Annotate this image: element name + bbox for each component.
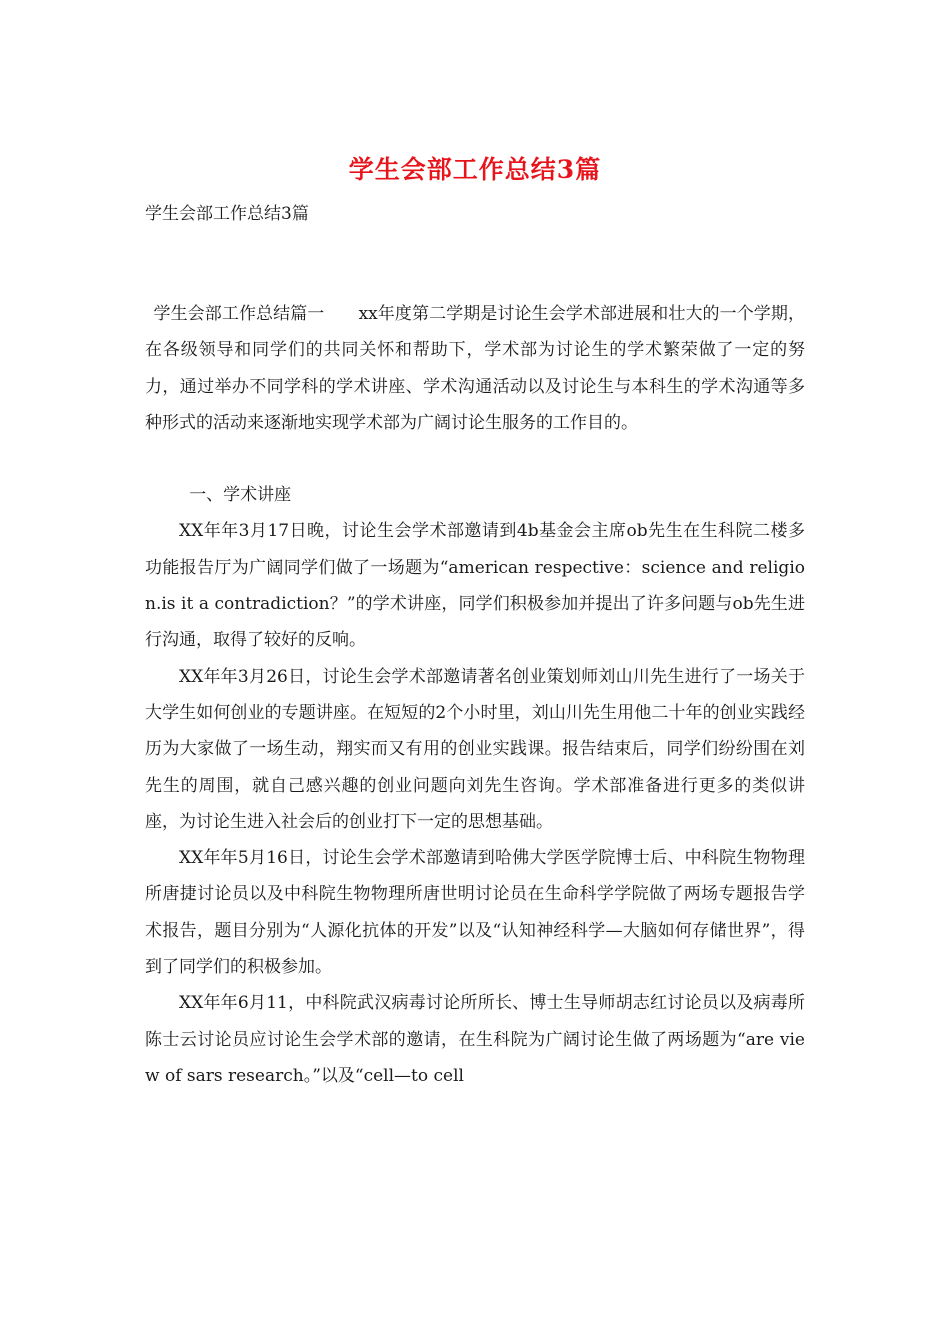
intro-paragraph: 学生会部工作总结篇一 xx年度第二学期是讨论生会学术部进展和壮大的一个学期，在各级领导和同学们的共同关怀和帮助下，学术部为讨论生的学术繁荣做了一定的努力，通过举办不同学科的学术讲座、学术沟通活动以及讨论生与本科生的学术沟通等多种形式的活动来逐渐地实现学术部为广阔讨论生服务的工作目的。 [145,304,805,433]
body-paragraph: XX年年3月17日晚，讨论生会学术部邀请到4b基金会主席ob先生在生科院二楼多功能报告厅为广阔同学们做了一场题为“american respective：science and religion.is it a contradiction？”的学术讲座，同学们积极参加并提出了许多问题与ob先生进行沟通，取得了较好的反响。 [145,521,805,651]
body-paragraph: XX年年5月16日，讨论生会学术部邀请到哈佛大学医学院博士后、中科院生物物理所唐捷讨论员以及中科院生物物理所唐世明讨论员在生命科学学院做了两场专题报告学术报告，题目分别为“人源化抗体的开发”以及“认知神经科学—大脑如何存储世界”，得到了同学们的积极参加。 [145,848,805,978]
paragraph-spacer [145,441,805,477]
body-paragraph: XX年年3月26日，讨论生会学术部邀请著名创业策划师刘山川先生进行了一场关于大学生如何创业的专题讲座。在短短的2个小时里，刘山川先生用他二十年的创业实践经历为大家做了一场生动，翔实而又有用的创业实践课。报告结束后，同学们纷纷围在刘先生的周围，就自己感兴趣的创业问题向刘先生咨询。学术部准备进行更多的类似讲座，为讨论生进入社会后的创业打下一定的思想基础。 [145,666,805,832]
document-subtitle: 学生会部工作总结3篇 [145,204,309,224]
body-paragraph: XX年年6月11，中科院武汉病毒讨论所所长、博士生导师胡志红讨论员以及病毒所陈士云讨论员应讨论生会学术部的邀请，在生科院为广阔讨论生做了两场题为“are view of sars research。”以及“cell—to cell [145,993,805,1086]
section-heading: 一、学术讲座 [189,485,292,506]
document-title: 学生会部工作总结3篇 [348,155,602,184]
document-body [145,296,805,1094]
